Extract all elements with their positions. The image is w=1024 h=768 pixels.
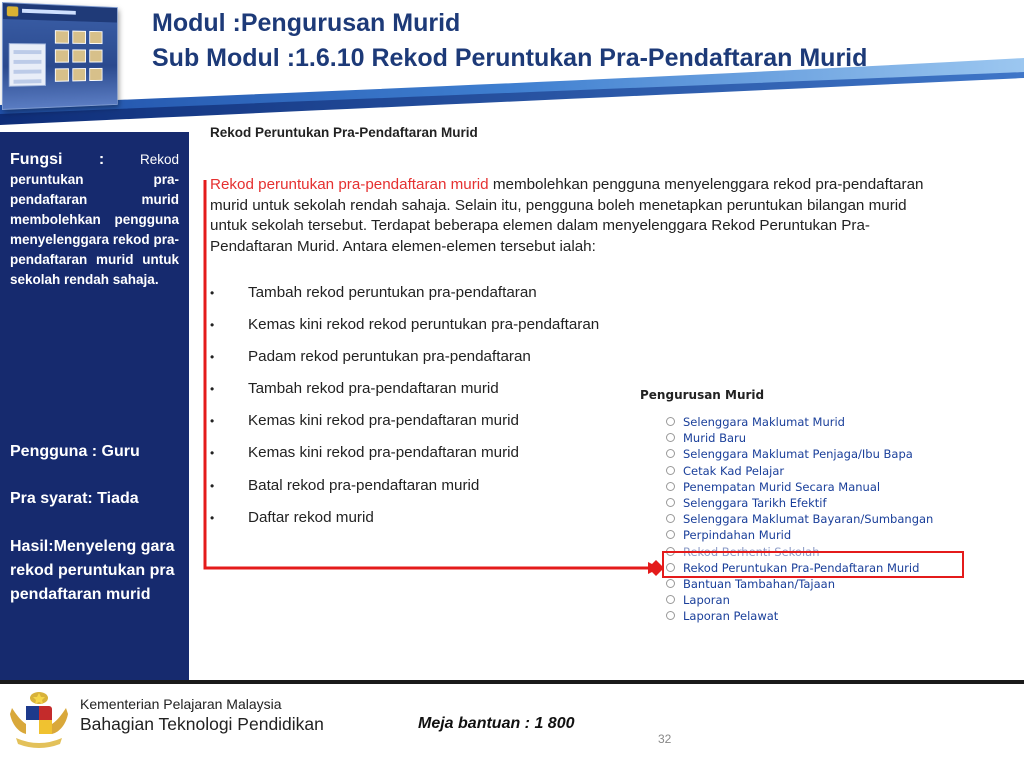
menu-item[interactable] xyxy=(666,592,933,608)
bullet-item xyxy=(210,444,599,476)
bullet-item xyxy=(210,316,599,348)
menu-item-label: Murid Baru xyxy=(683,431,747,446)
slide-header xyxy=(0,0,1024,120)
menu-item-label: Bantuan Tambahan/Tajaan xyxy=(683,576,835,591)
left-info-panel xyxy=(0,132,189,680)
menu-item-label: Penempatan Murid Secara Manual xyxy=(683,479,881,494)
pengurusan-murid-menu xyxy=(666,414,933,624)
bullet-dot: • xyxy=(210,510,215,525)
page-number: 32 xyxy=(658,732,672,746)
helpdesk-info: Meja bantuan : 1 800 xyxy=(418,715,575,732)
system-screenshot-thumbnail xyxy=(2,2,118,110)
menu-item[interactable] xyxy=(666,576,933,592)
slide-title-submodule: Sub Modul :1.6.10 Rekod Peruntukan Pra-Pendaftaran Murid xyxy=(152,44,868,72)
menu-item[interactable] xyxy=(666,527,933,543)
bullet-item xyxy=(210,348,599,380)
menu-title: Pengurusan Murid xyxy=(640,388,765,402)
menu-item-label: Perpindahan Murid xyxy=(683,528,792,543)
bullet-item xyxy=(210,509,599,541)
menu-item-label: Rekod Peruntukan Pra-Pendaftaran Murid xyxy=(683,560,920,575)
fungsi-text: peruntukan pra-pendaftaran murid membolehkan pengguna menyelenggara rekod pra-pendaftaran murid untuk sekolah rendah sahaja. xyxy=(10,172,179,287)
bullet-text: Kemas kini rekod rekod peruntukan pra-pendaftaran xyxy=(248,316,600,334)
element-bullet-list xyxy=(210,284,599,541)
bullet-text: Kemas kini rekod pra-pendaftaran murid xyxy=(248,412,519,430)
section-title: Rekod Peruntukan Pra-Pendaftaran Murid xyxy=(210,125,478,140)
radio-circle-icon xyxy=(666,498,675,507)
bullet-dot: • xyxy=(210,382,215,397)
radio-circle-icon xyxy=(666,433,675,442)
menu-item-label: Rekod Berhenti Sekolah xyxy=(683,544,820,559)
bullet-text: Padam rekod peruntukan pra-pendaftaran xyxy=(248,348,531,366)
radio-circle-icon xyxy=(666,611,675,620)
menu-item-label: Selenggara Maklumat Bayaran/Sumbangan xyxy=(683,512,934,527)
pra-syarat-info: Pra syarat: Tiada xyxy=(10,490,139,507)
malaysia-crest-logo xyxy=(6,690,72,752)
bullet-dot: • xyxy=(210,286,215,300)
radio-circle-icon xyxy=(666,417,675,426)
pengguna-info: Pengguna : Guru xyxy=(10,443,140,460)
division-name: Bahagian Teknologi Pendidikan xyxy=(80,714,324,734)
radio-circle-icon xyxy=(666,579,675,588)
bullet-text: Kemas kini rekod pra-pendaftaran murid xyxy=(248,444,519,462)
menu-item[interactable] xyxy=(666,430,933,446)
bullet-text: Batal rekod pra-pendaftaran murid xyxy=(248,476,480,494)
radio-circle-icon xyxy=(666,595,675,604)
bullet-dot: • xyxy=(210,414,215,429)
bullet-dot: • xyxy=(210,478,215,493)
menu-item[interactable] xyxy=(666,495,933,511)
bullet-item xyxy=(210,284,599,316)
bullet-item xyxy=(210,412,599,444)
radio-circle-icon xyxy=(666,514,675,523)
description-paragraph xyxy=(210,175,930,257)
menu-item-highlight-box xyxy=(662,551,964,578)
bullet-item xyxy=(210,477,599,509)
menu-item-label: Selenggara Maklumat Murid xyxy=(683,415,845,429)
bullet-dot: • xyxy=(210,446,215,461)
radio-circle-icon xyxy=(666,449,675,458)
bullet-text: Tambah rekod peruntukan pra-pendaftaran xyxy=(248,284,537,301)
fungsi-description xyxy=(10,150,179,290)
radio-circle-icon xyxy=(666,530,675,539)
menu-item-label: Selenggara Maklumat Penjaga/Ibu Bapa xyxy=(683,447,913,462)
menu-item[interactable] xyxy=(666,479,933,495)
paragraph-body: membolehkan pengguna menyelenggara rekod pra-pendaftaran murid untuk sekolah rendah sahaja. Selain itu, pengguna boleh menetapkan peruntukan bilangan murid untuk sekolah tersebut. Terdapat beberapa elemen dalam menyelenggara Rekod Peruntukan Pra-Pendaftaran Murid. Antara elemen-elemen tersebut ialah: xyxy=(210,176,924,255)
menu-item[interactable] xyxy=(666,446,933,462)
ministry-name: Kementerian Pelajaran Malaysia xyxy=(80,696,282,712)
menu-item[interactable] xyxy=(666,608,933,624)
menu-item[interactable] xyxy=(666,414,933,430)
radio-circle-icon xyxy=(666,482,675,491)
menu-item-label: Laporan xyxy=(683,593,730,608)
paragraph-highlight: Rekod peruntukan pra-pendaftaran murid xyxy=(210,176,489,193)
menu-item[interactable] xyxy=(666,511,933,527)
bullet-text: Tambah rekod pra-pendaftaran murid xyxy=(248,380,499,398)
menu-item-label: Cetak Kad Pelajar xyxy=(683,463,785,478)
menu-item-label: Selenggara Tarikh Efektif xyxy=(683,495,827,510)
fungsi-label: Fungsi : xyxy=(10,151,105,168)
bullet-item xyxy=(210,380,599,412)
menu-item-label: Laporan Pelawat xyxy=(683,609,779,624)
radio-circle-icon xyxy=(666,466,675,475)
hasil-info: Hasil:Menyeleng gara rekod peruntukan pra pendaftaran murid xyxy=(10,538,175,603)
slide-title-module: Modul :Pengurusan Murid xyxy=(152,9,461,37)
footer-divider xyxy=(0,680,1024,684)
bullet-dot: • xyxy=(210,350,215,365)
bullet-dot: • xyxy=(210,318,215,333)
menu-item[interactable] xyxy=(666,463,933,479)
bullet-text: Daftar rekod murid xyxy=(248,508,374,526)
fungsi-first-word: Rekod xyxy=(139,152,179,167)
